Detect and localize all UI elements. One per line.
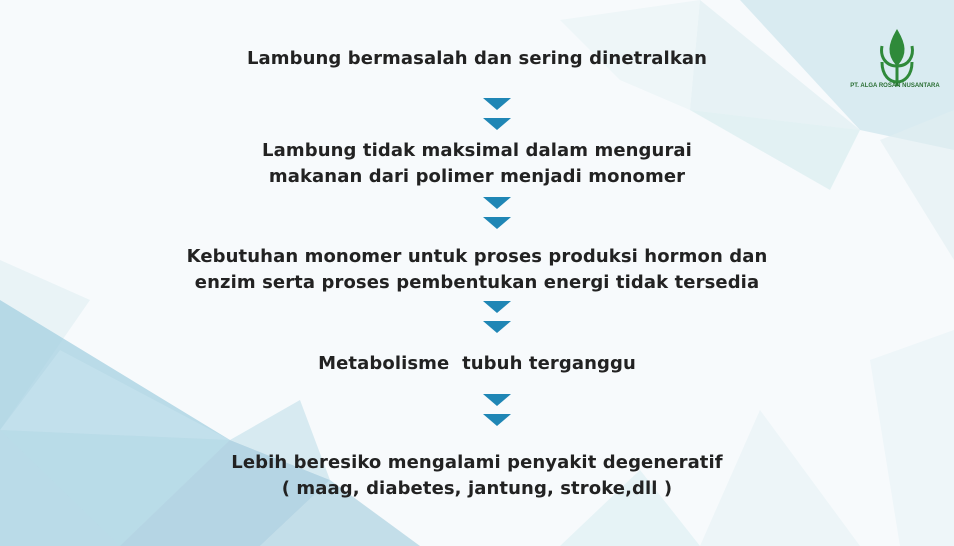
flow-step-5 [0, 450, 954, 502]
double-chevron-down-icon [481, 195, 513, 235]
flow-step-text: Lebih beresiko mengalami penyakit degeneratif [231, 452, 723, 473]
flow-step-text: Lambung bermasalah dan sering dinetralkan [246, 48, 708, 69]
flow-step-text: makanan dari polimer menjadi monomer [268, 166, 686, 187]
double-chevron-down-icon [481, 392, 513, 432]
flow-step-text: ( maag, diabetes, jantung, stroke,dll ) [281, 478, 673, 499]
flow-step-4 [0, 351, 954, 377]
double-chevron-down-icon [481, 96, 513, 136]
flow-step-3 [0, 244, 954, 296]
flow-step-text: Metabolisme tubuh terganggu [318, 353, 636, 374]
flow-step-text: enzim serta proses pembentukan energi tidak tersedia [194, 272, 760, 293]
flow-step-text: Lambung tidak maksimal dalam mengurai [262, 140, 692, 161]
company-name: PT. ALGA ROSAN NUSANTARA [850, 83, 940, 89]
double-chevron-down-icon [481, 299, 513, 339]
flow-step-text: Kebutuhan monomer untuk proses produksi hormon dan [186, 246, 768, 267]
flow-step-1 [0, 46, 954, 72]
flow-step-2 [0, 138, 954, 190]
